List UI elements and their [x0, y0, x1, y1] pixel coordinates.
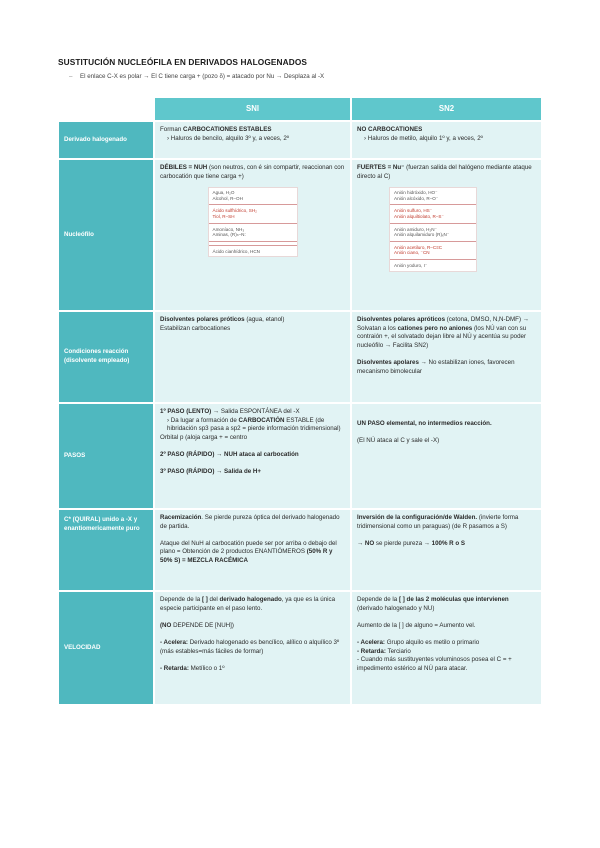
row-label: Nucleófilo [59, 160, 153, 310]
nucleophile-list-image [389, 187, 477, 271]
bullet-dash: – [69, 73, 73, 80]
cell-sn1 [155, 592, 350, 704]
nucleophile-entry: Anión alquiltiolato, R–S⁻ [394, 213, 444, 219]
list-separator [209, 241, 297, 242]
cell-sn1 [155, 404, 350, 508]
bold-text: CARBOCATIONES ESTABLES [183, 126, 272, 133]
row-quiral [59, 510, 541, 590]
bold-text: Inversión de la configuración/de Walden. [357, 514, 478, 521]
nucleophile-entry: Anión ciano, ⁻CN [394, 250, 430, 256]
cell-sn1 [155, 122, 350, 158]
bold-text: Disolventes polares apróticos [357, 316, 446, 323]
text: (El NÚ ataca al C y sale el -X) [357, 437, 440, 445]
nucleophile-entry: Ácido cianhídrico, HCN [212, 248, 260, 254]
cell-sn2 [352, 510, 541, 590]
bold-text: (50% R y 50% S) = MEZCLA RACÉMICA [160, 548, 333, 564]
bold-text: NUH ataca al carbocatión [224, 450, 299, 458]
text: Terciario [385, 647, 411, 655]
nucleophile-list-image [208, 187, 298, 257]
bold-text: Disolventes apolares [357, 358, 419, 366]
nucleophile-entry: Alcohol, R–OH [212, 195, 243, 201]
text: DEPENDE DE [NUH]) [171, 621, 234, 629]
nucleophile-entry: Ácido sulfhídrico, SH₂ [212, 208, 257, 214]
nucleophile-entry: Anión sulfuro, HS⁻ [394, 208, 433, 214]
text: ESTABLE (de hibridación sp3 pasa a sp2 = pierde información tridimensional) [167, 416, 341, 433]
text: (invierte forma tridimensional como un paraguas) (de R pasamos a S) [357, 514, 519, 530]
list-separator [390, 241, 476, 242]
bold-text: [ ] de las 2 moléculas que intervienen [398, 596, 509, 603]
text: Orbital p (aloja carga + = centro [160, 433, 248, 441]
text: Estabilizan carbocationes [160, 324, 231, 332]
cell-sn2 [352, 592, 541, 704]
cell-sn2 [352, 160, 541, 310]
text: › Da lugar a formación de [167, 416, 239, 424]
text: → [214, 468, 225, 476]
text: Depende de la [160, 596, 202, 603]
bold-text: 1º PASO (LENTO) [160, 408, 212, 415]
list-separator [390, 259, 476, 260]
bold-text: Disolventes polares próticos [160, 316, 245, 323]
row-label: VELOCIDAD [59, 592, 153, 704]
text: , ya que es la única especie participante en el paso lento. [160, 596, 336, 612]
bold-text: Racemización [160, 514, 202, 521]
comparison-table [57, 96, 543, 706]
page-title: SUSTITUCIÓN NUCLEÓFILA EN DERIVADOS HALOGENADOS [58, 57, 308, 67]
text: (son neutros, con é sin compartir, reaccionan con carbocatión que tiene carga +) [160, 164, 345, 180]
sub-item: › Haluros de metilo, alquilo 1º y, a veces, 2º [364, 134, 483, 142]
bold-text: DÉBILES = NUH [160, 164, 208, 171]
bold-text: [ ] [201, 596, 208, 603]
nucleophile-entry: Anión acetiluro, R–C≡C [394, 244, 443, 250]
bold-text: 100% R o S [431, 539, 465, 547]
cell-sn2 [352, 312, 541, 402]
bold-text: FUERTES = Nu⁻ [357, 164, 405, 171]
text: → No estabilizan iones, favorecen mecanismo bimolecular [357, 358, 515, 375]
bold-text: - Retarda: [160, 664, 189, 672]
bold-text: (NO [160, 621, 172, 629]
bold-text: derivado halogenado [219, 596, 282, 603]
text: (cetona, DMSO, N,N-DMF) → Solvatan a los [357, 316, 529, 332]
text: Derivado halogenado es bencílico, alílico o alquílico 3º (más estables=más fáciles de formar) [160, 638, 340, 655]
nucleophile-entry: Aminas, (R)ₙ–N: [212, 232, 246, 238]
header-sn1: SNl [155, 98, 350, 120]
text: (fuerzan salida del halógeno mediante ataque directo al C) [357, 164, 532, 180]
cell-sn2 [352, 404, 541, 508]
bold-text: CARBOCATIÓN [238, 416, 285, 424]
text: del [207, 596, 220, 603]
text: - Cuando más sustituyentes voluminosos posea el C = + impedimento estérico al NÚ para atacar. [357, 656, 512, 672]
cell-sn1 [155, 312, 350, 402]
intro-text: El enlace C-X es polar → El C tiene carga + (pozo δ) = atacado por Nu → Desplaza al -X [80, 73, 325, 80]
bold-text: - Retarda: [357, 647, 386, 655]
header-sn2: SN2 [352, 98, 541, 120]
text: Grupo alquilo es metilo o primario [384, 638, 480, 646]
text: (derivado halogenado y NU) [357, 604, 435, 612]
text: → [357, 539, 365, 547]
bold-text: cationes pero no aniones [397, 324, 473, 332]
nucleophile-entry: Anión amiduro, H₂N⁻ [394, 226, 438, 232]
cell-sn2 [352, 122, 541, 158]
nucleophile-entry: Amoníaco, NH₃ [212, 226, 245, 232]
cell-sn1 [155, 510, 350, 590]
text: → [214, 450, 225, 458]
intro-bullet [69, 73, 325, 80]
row-pasos [59, 404, 541, 508]
bold-text: - Acelera: [160, 638, 188, 646]
sub-item: › Haluros de bencilo, alquilo 3º y, a veces, 2º [167, 134, 290, 142]
bold-text: 3º PASO (RÁPIDO) [160, 468, 215, 476]
row-label: Derivado halogenado [59, 122, 153, 158]
bold-text: NO [364, 539, 375, 547]
row-label: Condiciones reacción (disolvente empleado) [59, 312, 153, 402]
bold-text: Salida de H+ [224, 468, 262, 476]
header-blank [59, 98, 153, 120]
nucleophile-entry: Anión alquilamiduro (R)ₓN⁻ [394, 232, 450, 238]
list-separator [390, 223, 476, 224]
row-label: PASOS [59, 404, 153, 508]
text: Metílico o 1º [188, 664, 225, 672]
nucleophile-entry: Agua, H₂O [212, 190, 235, 196]
list-separator [209, 204, 297, 205]
text: Ataque del NuH al carbocatión puede ser por arriba o debajo del plano = Obtención de 2 productos ENANTIÓMEROS [160, 539, 337, 556]
text: . Se pierde pureza óptica del derivado halogenado de partida. [160, 514, 340, 530]
list-separator [209, 245, 297, 246]
text: Forman [160, 126, 184, 133]
row-label: C* (QUIRAL) unido a -X y enantiomericamente puro [59, 510, 153, 590]
nucleophile-entry: Anión alcóxido, R–O⁻ [394, 195, 439, 201]
text: se pierde pureza → [374, 539, 432, 547]
row-condiciones [59, 312, 541, 402]
list-separator [390, 204, 476, 205]
text: Depende de la [357, 596, 399, 603]
text: → Salida ESPONTÁNEA del -X [211, 408, 300, 415]
text: (los NÚ van con su contraión +, el solvatado dejan libre al NÚ y acentúa su poder nucleófilo → Facilita SN2) [357, 324, 527, 349]
nucleophile-entry: Anión yoduro, I⁻ [394, 262, 428, 268]
bold-text: - Acelera: [357, 638, 385, 646]
bold-text: NO CARBOCATIONES [357, 126, 423, 133]
cell-sn1 [155, 160, 350, 310]
text: Aumento de la [ ] de alguno = Aumento vel. [357, 621, 476, 629]
text: (agua, etanol) [244, 316, 285, 323]
nucleophile-entry: Tiol, R–SH [212, 213, 235, 219]
header-row [59, 98, 541, 120]
list-separator [209, 223, 297, 224]
row-derivado [59, 122, 541, 158]
row-velocidad [59, 592, 541, 704]
bold-text: UN PASO elemental, no intermedios reacción. [357, 420, 492, 427]
nucleophile-entry: Anión hidróxido, HO⁻ [394, 190, 438, 196]
row-nucleofilo [59, 160, 541, 310]
bold-text: 2º PASO (RÁPIDO) [160, 450, 215, 458]
